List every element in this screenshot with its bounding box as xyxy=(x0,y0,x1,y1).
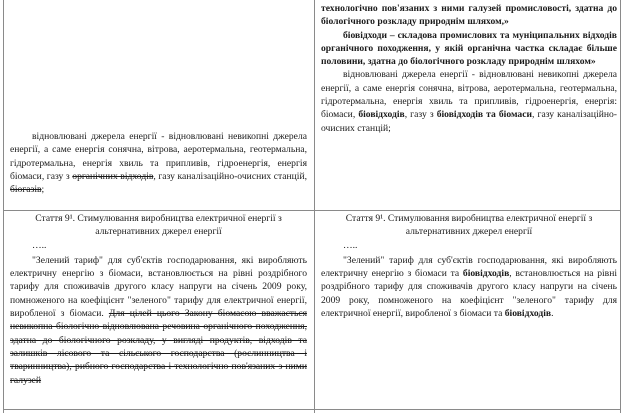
table-border-left xyxy=(3,0,4,413)
text-run: "Зелений" тариф для суб'єктів господарювання, які виробляють електричну енергію з біомаси та xyxy=(321,254,617,280)
left-ellipsis: ….. xyxy=(32,239,47,251)
text-run: . xyxy=(551,308,554,320)
row1-left-cell xyxy=(10,130,307,208)
table-border-bottom xyxy=(3,409,621,410)
left-tariff-paragraph xyxy=(10,254,307,387)
left-energy-definition xyxy=(10,130,307,196)
right-article-title: Стаття 9¹. Стимулювання виробництва електричної енергії з альтернативних джерел енергії xyxy=(345,213,593,238)
text-run: ; xyxy=(41,184,45,196)
text-run: відновлювані джерела енергії - відновлювані невикопні джерела енергії, а саме енергія сонячна, вітрова, аеротермальна, геотермальна, гідротермальна, енергія хвиль та припливів, гідроенергія, енергія біомаси, газу з xyxy=(10,131,307,182)
right-ellipsis: ….. xyxy=(343,239,358,251)
right-tariff-paragraph xyxy=(321,254,617,320)
text-run: відновлювані джерела енергії - відновлювані невикопні джерела енергії, а саме енергія сонячна, вітрова, аеротермальна, геотермальна, гідротермальна, енергія хвиль та припливів, гідроенергія, енергія: біомаси, xyxy=(321,69,617,121)
struck-deleted-text: органічних відходів xyxy=(72,170,154,182)
bold-inserted-text: біовідходів xyxy=(504,308,552,320)
bold-inserted-text: біовідходів xyxy=(462,268,510,280)
struck-deleted-text: Для цілей цього Закону біомасою вважається невикопна біологічно відновлювана речовина органічного походження, здатна до біологічного розкладу, у вигляді продуктів, відходів та залишків лісового та сільського господарства (рослинництва і тваринництва), рибного господарства і технологічно пов'язаних з ними галузей xyxy=(10,308,307,386)
row1-right-cell xyxy=(321,2,617,208)
struck-deleted-text: біогазів xyxy=(10,184,42,196)
text-run: , встановлюється на рівні роздрібного тарифу для споживачів другого класу напруги на січень 2009 року, помноженого на коефіцієнт "зеленого" тарифу для електричної енергії, виробленої з біомаси та xyxy=(321,268,617,320)
row2-right-cell xyxy=(321,212,617,408)
right-biowaste-definition: біовідходи – складова промислових та муніципальних відходів органічного походження, у якій органічна частка складає більше половини, здатна до біологічного розкладу природнім шляхом» xyxy=(321,29,617,68)
right-continuation-text: технологічно пов'язаних з ними галузей промисловості, здатна до біологічного розкладу природнім шляхом,» xyxy=(321,3,617,28)
row2-left-cell xyxy=(10,212,307,408)
table-column-divider xyxy=(314,0,315,413)
table-row-divider xyxy=(3,210,621,211)
text-run: "Зелений тариф" для суб'єктів господарювання, які виробляють електричну енергію з біомаси, встановлюється на рівні роздрібного тарифу для споживачів другого класу напруги на січень 2009 року, помноженого на коефіцієнт "зеленого" тарифу для електричної енергії, виробленої з біомаси. xyxy=(10,254,307,320)
bold-inserted-text: біовідходів та біомаси xyxy=(436,109,533,121)
comparison-table xyxy=(3,0,621,413)
text-run: , газу каналізаційно-очисних станцій; xyxy=(321,109,617,134)
bold-inserted-text: біовідходів xyxy=(358,109,405,121)
table-border-right xyxy=(620,0,621,413)
text-run: , газу з xyxy=(404,109,437,121)
right-energy-definition xyxy=(321,68,617,134)
text-run: , газу каналізаційно-очисних станцій, xyxy=(153,170,307,182)
left-article-title: Стаття 9¹. Стимулювання виробництва електричної енергії з альтернативних джерел енергії xyxy=(35,213,282,238)
